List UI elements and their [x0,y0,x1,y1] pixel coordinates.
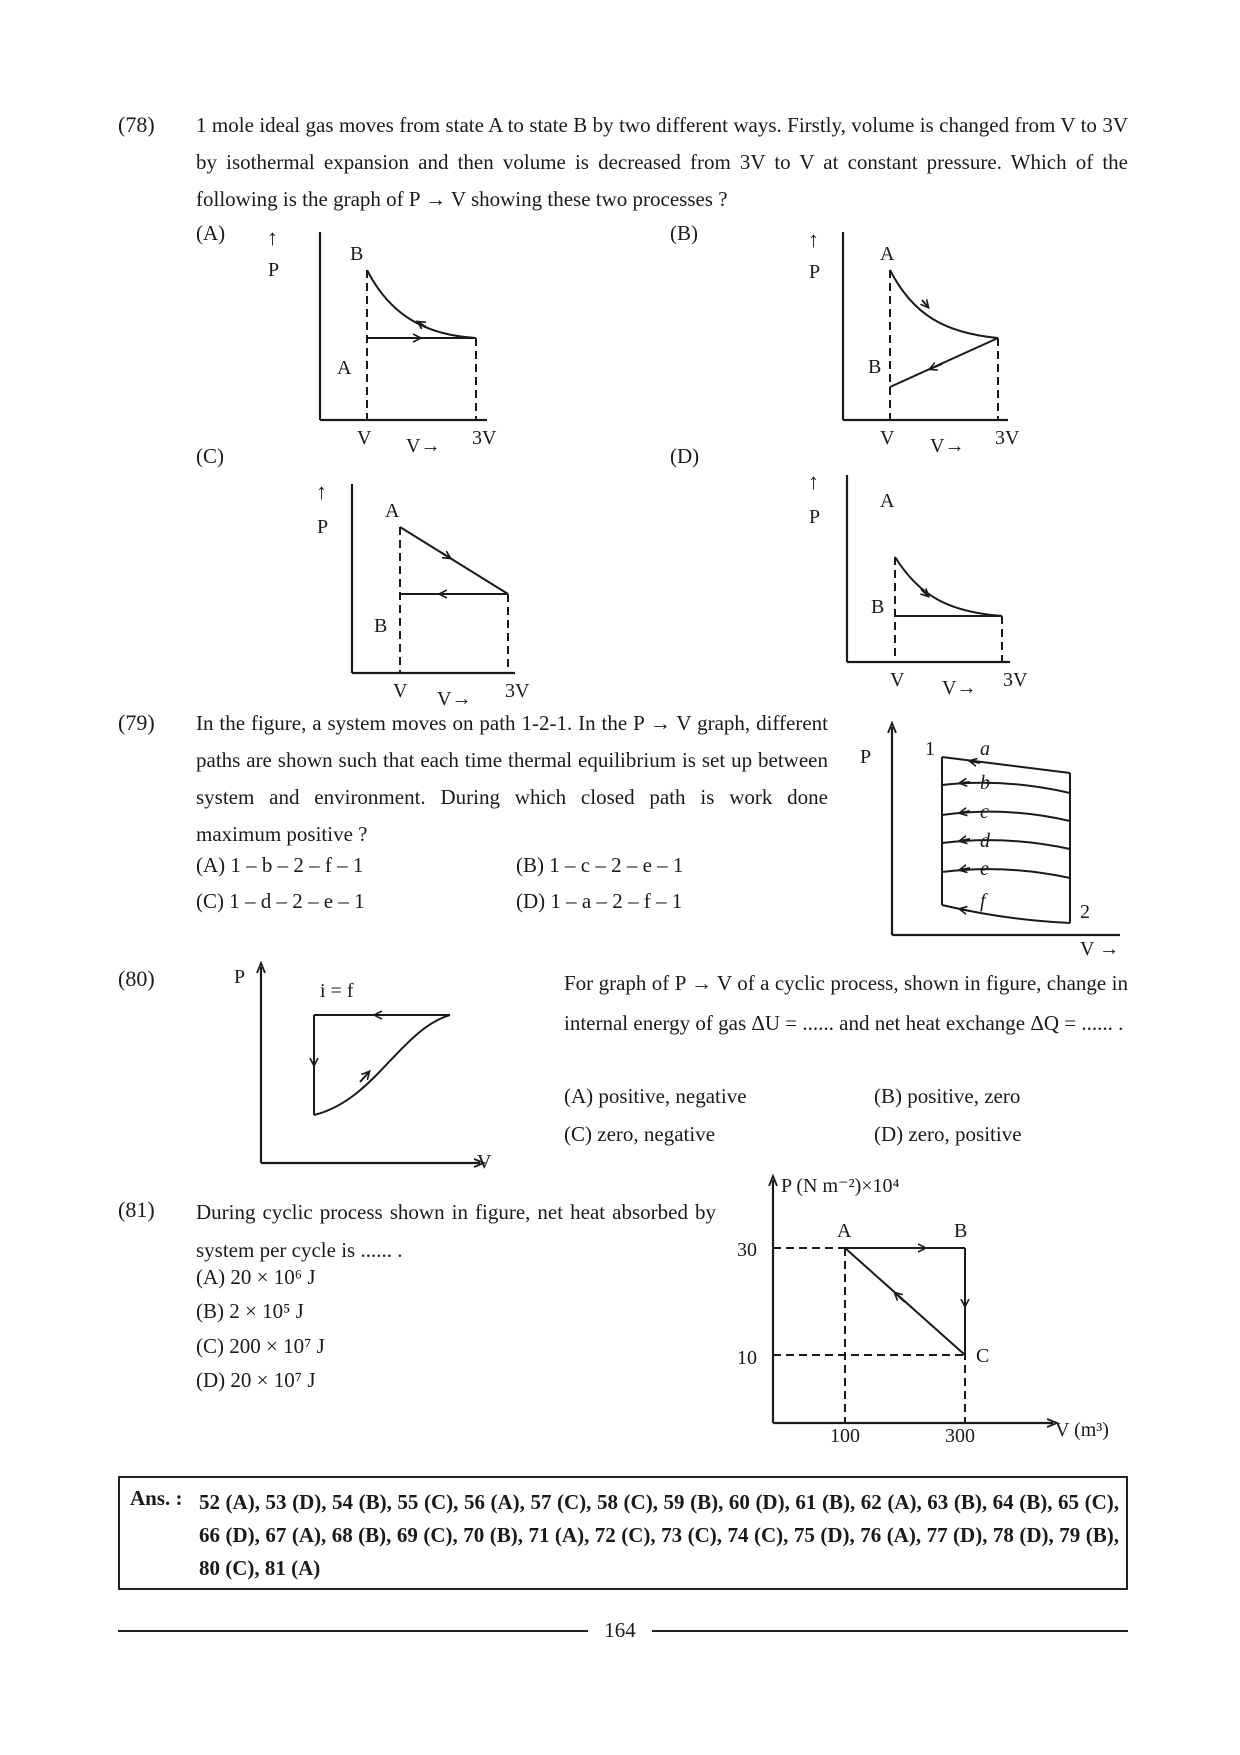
point-1-label: 1 [925,738,935,760]
graph-78b [780,225,1050,460]
question-text-78: 1 mole ideal gas moves from state A to state B by two different ways. Firstly, volume is changed from V to 3V by isothermal expansion and then volume is decreased from 3V to V at constant pressure. Which of the following is the graph of P → V showing these two processes ? [196,113,1128,211]
option-80a: (A) positive, negative [564,1084,747,1108]
option-79a: (A) 1 – b – 2 – f – 1 [196,853,364,877]
v-axis-label: V→ [930,435,965,457]
path-a-label: a [980,738,990,760]
point-c-label: C [976,1345,990,1367]
p-axis-label: P [317,516,329,538]
p-axis-label: P [268,259,280,281]
p-arrow: ↑ [316,479,327,504]
v-tick: V [357,427,372,449]
option-79c: (C) 1 – d – 2 – e – 1 [196,889,365,913]
graph-78d [790,467,1050,697]
y-tick-10: 10 [737,1347,757,1369]
option-81a: (A) 20 × 10⁶ J [196,1265,316,1289]
question-number-79: (79) [118,710,155,735]
question-number-80: (80) [118,966,155,991]
question-text-79: In the figure, a system moves on path 1-2-1. In the P → V graph, different paths are shown such that each time thermal equilibrium is set up between system and environment. During which closed path is work done maximum positive ? [196,711,828,846]
3v-tick: 3V [472,427,497,449]
3v-tick: 3V [1003,669,1028,691]
p-axis-label: P [234,966,246,988]
graph-78c [300,477,550,707]
x-tick-300: 300 [945,1425,975,1447]
option-label-78a: (A) [196,221,226,245]
option-81c: (C) 200 × 10⁷ J [196,1334,325,1358]
question-number-78: (78) [118,112,155,137]
answer-key-box [118,1476,1128,1590]
path-e-label: e [980,858,989,880]
option-81d: (D) 20 × 10⁷ J [196,1368,316,1392]
graph-80 [225,955,505,1175]
p-axis-label: P [809,261,821,283]
point-b-label: B [871,596,885,618]
footer-rule-left [118,1630,588,1632]
point-a-label: A [337,357,352,379]
p-arrow: ↑ [808,469,819,494]
p-axis-label: P [809,506,821,528]
graph-81 [725,1168,1130,1453]
v-axis-label: V [477,1151,492,1173]
point-b-label: B [954,1220,968,1242]
p-axis-label: P [860,746,872,768]
point-a-label: A [880,243,895,265]
p-arrow: ↑ [808,227,819,252]
v-tick: V [880,427,895,449]
path-b-label: b [980,772,990,794]
3v-tick: 3V [995,427,1020,449]
point-b-label: B [350,243,364,265]
v-axis-label: V→ [437,688,472,707]
answer-key-text: 52 (A), 53 (D), 54 (B), 55 (C), 56 (A), 57 (C), 58 (C), 59 (B), 60 (D), 61 (B), 62 (A), 63 (B), 64 (B), 65 (C), 66 (D), 67 (A), 68 (B), 69 (C), 70 (B), 71 (A), 72 (C), 73 (C), 74 (C), 75 (D), 76 (A), 77 (D), 78 (D), 79 (B), 80 (C), 81 (A) [199,1490,1119,1580]
question-number-81: (81) [118,1197,155,1222]
option-79b: (B) 1 – c – 2 – e – 1 [516,853,684,877]
v-tick: V [890,669,905,691]
y-axis-label: P (N m⁻²)×10⁴ [781,1175,900,1197]
x-tick-100: 100 [830,1425,860,1447]
option-label-78b: (B) [670,221,698,245]
x-axis-label: V (m³) [1055,1419,1109,1441]
path-c-label: c [980,801,989,823]
point-a-label: A [837,1220,852,1242]
option-80c: (C) zero, negative [564,1122,716,1146]
footer-rule-right [652,1630,1128,1632]
3v-tick: 3V [505,680,530,702]
point-a-label: A [880,490,895,512]
point-2-label: 2 [1080,901,1090,923]
graph-79 [850,715,1140,970]
question-text-80: For graph of P → V of a cyclic process, shown in figure, change in internal energy of gas ΔU = ...... and net heat exchange ΔQ = ...... . [564,971,1128,1035]
option-label-78c: (C) [196,444,224,468]
option-80b: (B) positive, zero [874,1084,1021,1108]
state-label: i = f [320,980,354,1002]
path-d-label: d [980,830,990,852]
option-79d: (D) 1 – a – 2 – f – 1 [516,889,683,913]
v-axis-label: V→ [406,435,441,457]
point-b-label: B [868,356,882,378]
v-axis-label: V→ [942,677,977,697]
option-81b: (B) 2 × 10⁵ J [196,1299,304,1323]
page-number: 164 [604,1618,636,1642]
point-b-label: B [374,615,388,637]
graph-78a [250,225,550,460]
v-axis-label: V → [1080,938,1120,960]
option-label-78d: (D) [670,444,700,468]
path-f-label: f [980,890,986,912]
question-text-81: During cyclic process shown in figure, net heat absorbed by system per cycle is ...... . [196,1200,716,1262]
p-arrow: ↑ [267,225,278,250]
answer-key-heading: Ans. : [130,1486,183,1510]
point-a-label: A [385,500,400,522]
y-tick-30: 30 [737,1239,757,1261]
option-80d: (D) zero, positive [874,1122,1022,1146]
v-tick: V [393,680,408,702]
